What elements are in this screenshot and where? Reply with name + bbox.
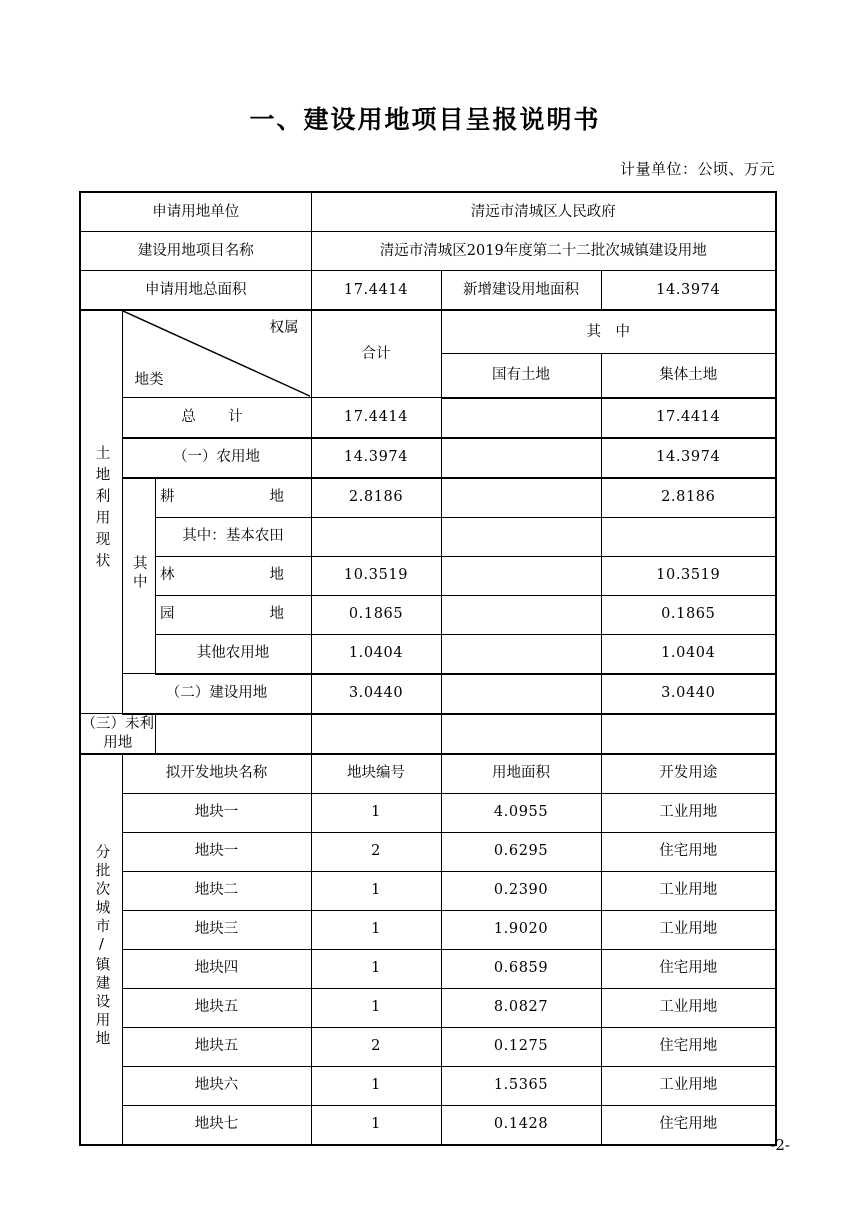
parcel-purpose: 住宅用地: [601, 1027, 776, 1066]
landuse-row-collective: 10.3519: [601, 556, 776, 595]
landuse-row: [80, 595, 776, 634]
parcel-name: 地块七: [122, 1105, 311, 1145]
landuse-row-name: 其中：基本农田: [155, 517, 311, 556]
measurement-unit-note: 计量单位：公顷、万元: [619, 160, 775, 178]
parcel-code: 1: [311, 1066, 441, 1105]
landuse-row-name: （一）农用地: [122, 438, 311, 478]
landuse-row-state: [441, 595, 601, 634]
landuse-row-total: [155, 714, 311, 754]
parcel-purpose: 工业用地: [601, 988, 776, 1027]
parcel-name: 地块四: [122, 949, 311, 988]
parcel-row: [80, 910, 776, 949]
landuse-row: [80, 517, 776, 556]
total-area-row: [80, 271, 776, 311]
landuse-row-total: 1.0404: [311, 634, 441, 674]
landuse-row-total: 17.4414: [311, 398, 441, 438]
landuse-row: [80, 556, 776, 595]
parcel-name: 地块一: [122, 793, 311, 832]
parcel-side-label-cell: [80, 754, 122, 1145]
landuse-row: [80, 634, 776, 674]
ownership-header-label: 权属: [269, 320, 299, 336]
parcel-code: 1: [311, 871, 441, 910]
parcel-area: 1.5365: [441, 1066, 601, 1105]
parcel-area: 0.6295: [441, 832, 601, 871]
parcel-row: [80, 1027, 776, 1066]
parcel-purpose-header: 开发用途: [601, 754, 776, 794]
parcel-name: 地块五: [122, 1027, 311, 1066]
parcel-code: 1: [311, 949, 441, 988]
landuse-row-name: （三）未利用地: [80, 714, 155, 754]
parcel-purpose: 工业用地: [601, 871, 776, 910]
landuse-row-collective: 1.0404: [601, 634, 776, 674]
parcel-code: 1: [311, 793, 441, 832]
parcel-code: 2: [311, 1027, 441, 1066]
landuse-row-state: [441, 517, 601, 556]
parcel-area: 0.1428: [441, 1105, 601, 1145]
parcel-row: [80, 832, 776, 871]
state-owned-column-header: 国有土地: [441, 354, 601, 398]
applicant-unit-label: 申请用地单位: [80, 192, 311, 232]
landuse-row-total: 3.0440: [311, 674, 441, 714]
landuse-row-collective: 3.0440: [601, 674, 776, 714]
main-table-container: [79, 191, 775, 1146]
parcel-area: 0.2390: [441, 871, 601, 910]
landuse-row-name: （二）建设用地: [122, 674, 311, 714]
table-body: [80, 192, 776, 1145]
landuse-row: [80, 674, 776, 714]
landuse-row-total: 10.3519: [311, 556, 441, 595]
landuse-row-collective: 0.1865: [601, 595, 776, 634]
landuse-row-name: 总 计: [122, 398, 311, 438]
parcel-row: [80, 871, 776, 910]
landuse-nested-side-label: 其中: [130, 554, 147, 592]
landuse-row-total: [311, 517, 441, 556]
parcel-purpose: 住宅用地: [601, 949, 776, 988]
parcel-purpose: 工业用地: [601, 793, 776, 832]
project-name-value: 清远市清城区2019年度第二十二批次城镇建设用地: [311, 232, 776, 271]
project-name-row: [80, 232, 776, 271]
collective-column-header: 集体土地: [601, 354, 776, 398]
parcel-code: 1: [311, 988, 441, 1027]
parcel-area: 1.9020: [441, 910, 601, 949]
landuse-row: [80, 398, 776, 438]
landuse-row-state: [441, 398, 601, 438]
project-name-label: 建设用地项目名称: [80, 232, 311, 271]
new-construction-area-value: 14.3974: [601, 271, 776, 311]
landuse-row-state: [441, 438, 601, 478]
landuse-row-state: [441, 674, 601, 714]
land-application-table: [79, 191, 777, 1146]
landuse-row-collective: 14.3974: [601, 438, 776, 478]
parcel-row: [80, 1066, 776, 1105]
parcel-row: [80, 949, 776, 988]
landuse-row-collective: 17.4414: [601, 398, 776, 438]
parcel-side-label: 分批次城市/镇建设用地: [93, 843, 110, 1049]
landuse-row-state: [441, 634, 601, 674]
parcel-purpose: 工业用地: [601, 1066, 776, 1105]
landuse-row-total: 14.3974: [311, 438, 441, 478]
parcel-code: 1: [311, 1105, 441, 1145]
applicant-unit-value: 清远市清城区人民政府: [311, 192, 776, 232]
landuse-nested-side-label-cell: [122, 478, 155, 674]
parcel-area: 0.6859: [441, 949, 601, 988]
parcel-purpose: 住宅用地: [601, 832, 776, 871]
parcel-name: 地块三: [122, 910, 311, 949]
parcel-area: 8.0827: [441, 988, 601, 1027]
landuse-row-name: 耕 地: [155, 478, 311, 518]
parcel-row: [80, 988, 776, 1027]
parcel-code: 2: [311, 832, 441, 871]
parcel-purpose: 住宅用地: [601, 1105, 776, 1145]
parcel-name: 地块二: [122, 871, 311, 910]
landuse-row-total: 0.1865: [311, 595, 441, 634]
landuse-corner-header: [122, 310, 311, 398]
new-construction-area-label: 新增建设用地面积: [441, 271, 601, 311]
landuse-row-name: 其他农用地: [155, 634, 311, 674]
total-column-header: 合计: [311, 310, 441, 398]
parcel-name: 地块一: [122, 832, 311, 871]
landtype-header-label: 地类: [134, 371, 164, 388]
parcel-area: 4.0955: [441, 793, 601, 832]
parcel-code-header: 地块编号: [311, 754, 441, 794]
parcel-name: 地块六: [122, 1066, 311, 1105]
landuse-row-name: 园 地: [155, 595, 311, 634]
parcel-area-header: 用地面积: [441, 754, 601, 794]
landuse-row-total: 2.8186: [311, 478, 441, 518]
parcel-area: 0.1275: [441, 1027, 601, 1066]
landuse-row-collective: 2.8186: [601, 478, 776, 518]
landuse-row-state: [441, 556, 601, 595]
landuse-side-label: 土地利用现状: [93, 444, 110, 574]
landuse-row-state: [311, 714, 441, 754]
parcel-code: 1: [311, 910, 441, 949]
total-area-label: 申请用地总面积: [80, 271, 311, 311]
parcel-name-header: 拟开发地块名称: [122, 754, 311, 794]
landuse-row: [80, 478, 776, 518]
landuse-header-row-1: [80, 310, 776, 354]
landuse-row: [80, 438, 776, 478]
parcel-name: 地块五: [122, 988, 311, 1027]
landuse-row-collective: [601, 517, 776, 556]
landuse-side-label-cell: [80, 310, 122, 714]
parcel-row: [80, 793, 776, 832]
landuse-row-name: 林 地: [155, 556, 311, 595]
landuse-row: [80, 714, 776, 754]
landuse-row-collective: [441, 714, 601, 754]
parcel-purpose: 工业用地: [601, 910, 776, 949]
group-column-header: 其 中: [441, 310, 776, 354]
page-title: 一、建设用地项目呈报说明书: [249, 105, 601, 134]
page-number: -2-: [770, 1136, 790, 1154]
applicant-unit-row: [80, 192, 776, 232]
landuse-row-state: [441, 478, 601, 518]
parcel-header-row: [80, 754, 776, 794]
total-area-value: 17.4414: [311, 271, 441, 311]
